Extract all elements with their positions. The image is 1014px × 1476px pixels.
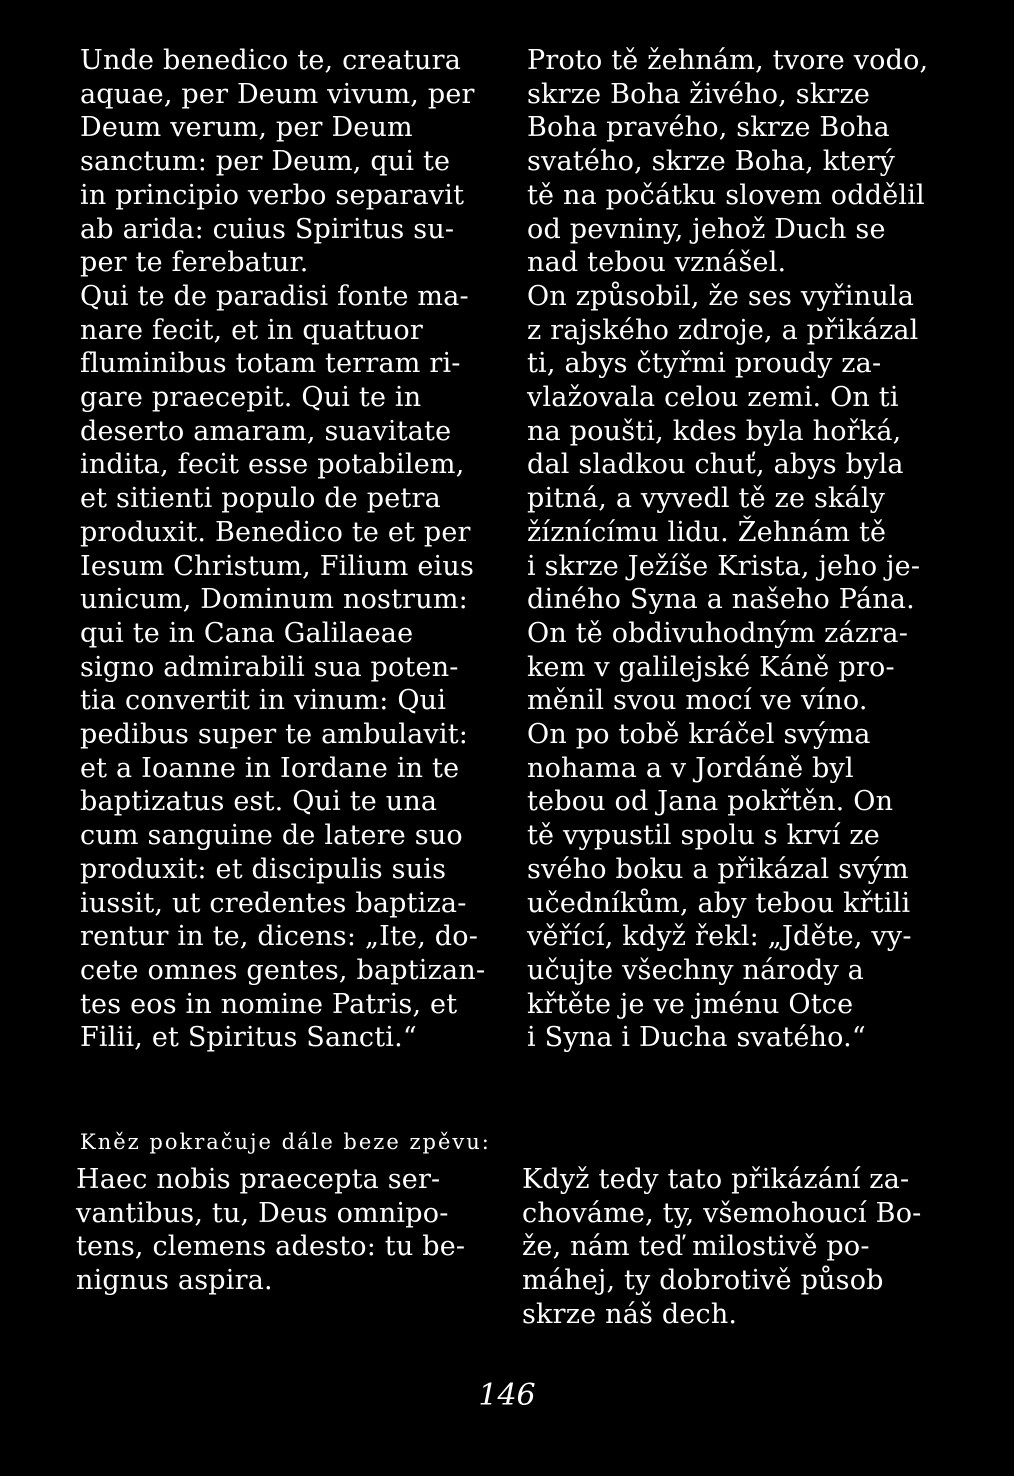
text-line: ti, abys čtyřmi proudy za- <box>527 348 882 380</box>
text-line: tě na počátku slovem oddělil <box>527 179 925 211</box>
text-line: i skrze Ježíše Krista, jeho je- <box>527 550 921 582</box>
text-line: tens, clemens adesto: tu be- <box>76 1231 466 1263</box>
text-line: iussit, ut credentes baptiza- <box>80 887 467 919</box>
text-line: Qui te de paradisi fonte ma- <box>80 280 469 312</box>
latin-column-closing <box>76 1163 506 1298</box>
text-line: et a Ioanne in Iordane in te <box>80 752 460 784</box>
text-line: chováme, ty, všemohoucí Bo- <box>522 1197 922 1229</box>
text-line: produxit: et discipulis suis <box>80 853 447 885</box>
text-line: svého boku a přikázal svým <box>527 853 909 885</box>
text-line: Boha pravého, skrze Boha <box>527 112 890 144</box>
text-line: pedibus super te ambulavit: <box>80 719 469 751</box>
text-line: rentur in te, dicens: „Ite, do- <box>80 921 479 953</box>
text-line: cete omnes gentes, baptizan- <box>80 954 486 986</box>
text-line: Haec nobis praecepta ser- <box>76 1164 441 1195</box>
text-line: skrze náš dech. <box>522 1298 738 1330</box>
text-line: skrze Boha živého, skrze <box>527 78 871 110</box>
text-line: On tě obdivuhodným zázra- <box>527 617 909 649</box>
text-line: i Syna i Ducha svatého.“ <box>527 1022 866 1054</box>
text-line: že, nám teď milostivě po- <box>522 1231 870 1263</box>
text-line: tebou od Jana pokřtěn. On <box>527 786 894 818</box>
text-line: deserto amaram, suavitate <box>80 415 452 447</box>
text-line: tia convertit in vinum: Qui <box>80 685 447 717</box>
text-line: On po tobě kráčel svýma <box>527 719 871 751</box>
latin-column-main <box>80 44 510 1055</box>
text-line: diného Syna a našeho Pána. <box>527 584 915 616</box>
text-line: vlažovala celou zemi. On ti <box>527 382 899 414</box>
text-line: máhej, ty dobrotivě působ <box>522 1265 884 1297</box>
text-line: tes eos in nomine Patris, et <box>80 988 458 1020</box>
text-line: ab arida: cuius Spiritus su- <box>80 213 455 245</box>
text-line: nare fecit, et in quattuor <box>80 314 423 346</box>
text-line: Deum verum, per Deum <box>80 112 413 144</box>
text-line: tě vypustil spolu s krví ze <box>527 820 880 852</box>
text-line: gare praecepit. Qui te in <box>80 382 422 414</box>
text-line: fluminibus totam terram ri- <box>80 348 461 380</box>
text-line: z rajského zdroje, a přikázal <box>527 314 919 346</box>
text-line: Iesum Christum, Filium eius <box>80 550 474 582</box>
text-line: Filii, et Spiritus Sancti.“ <box>80 1022 417 1054</box>
text-line: svatého, skrze Boha, který <box>527 146 896 178</box>
czech-column-main <box>527 44 967 1055</box>
text-line: sanctum: per Deum, qui te <box>80 146 451 178</box>
text-line: učedníkům, aby tebou křtili <box>527 887 911 919</box>
text-line: od pevniny, jehož Duch se <box>527 213 886 245</box>
text-line: aquae, per Deum vivum, per <box>80 78 475 110</box>
text-line: signo admirabili sua poten- <box>80 651 459 683</box>
text-line: per te ferebatur. <box>80 247 309 279</box>
text-line: qui te in Cana Galilaeae <box>80 617 414 649</box>
text-line: křtěte je ve jménu Otce <box>527 988 854 1020</box>
text-line: vantibus, tu, Deus omnipo- <box>76 1197 449 1229</box>
text-line: kem v galilejské Káně pro- <box>527 651 895 683</box>
text-line: žíznícímu lidu. Žehnám tě <box>527 516 887 548</box>
text-line: in principio verbo separavit <box>80 179 465 211</box>
text-line: na poušti, kdes byla hořká, <box>527 415 902 447</box>
text-line: dal sladkou chuť, abys byla <box>527 449 904 481</box>
text-line: et sitienti populo de petra <box>80 483 441 515</box>
text-line: baptizatus est. Qui te una <box>80 786 438 818</box>
text-line: měnil svou mocí ve víno. <box>527 685 868 717</box>
text-line: unicum, Dominum nostrum: <box>80 584 468 616</box>
text-line: učujte všechny národy a <box>527 954 864 986</box>
text-line: Unde benedico te, creatura <box>80 45 462 76</box>
text-line: cum sanguine de latere suo <box>80 820 463 852</box>
czech-column-closing <box>522 1163 962 1332</box>
text-line: nohama a v Jordáně byl <box>527 752 854 784</box>
rubric-instruction: Kněz pokračuje dále beze zpěvu: <box>80 1130 491 1154</box>
text-line: nad tebou vznášel. <box>527 247 787 279</box>
text-line: On způsobil, že ses vyřinula <box>527 280 915 312</box>
text-line: produxit. Benedico te et per <box>80 516 471 548</box>
page-number: 146 <box>478 1378 536 1413</box>
text-line: Proto tě žehnám, tvore vodo, <box>527 45 929 76</box>
text-line: indita, fecit esse potabilem, <box>80 449 465 481</box>
text-line: Když tedy tato přikázání za- <box>522 1164 910 1195</box>
text-line: nignus aspira. <box>76 1265 273 1297</box>
text-line: pitná, a vyvedl tě ze skály <box>527 483 886 515</box>
text-line: věřící, když řekl: „Jděte, vy- <box>527 921 912 953</box>
